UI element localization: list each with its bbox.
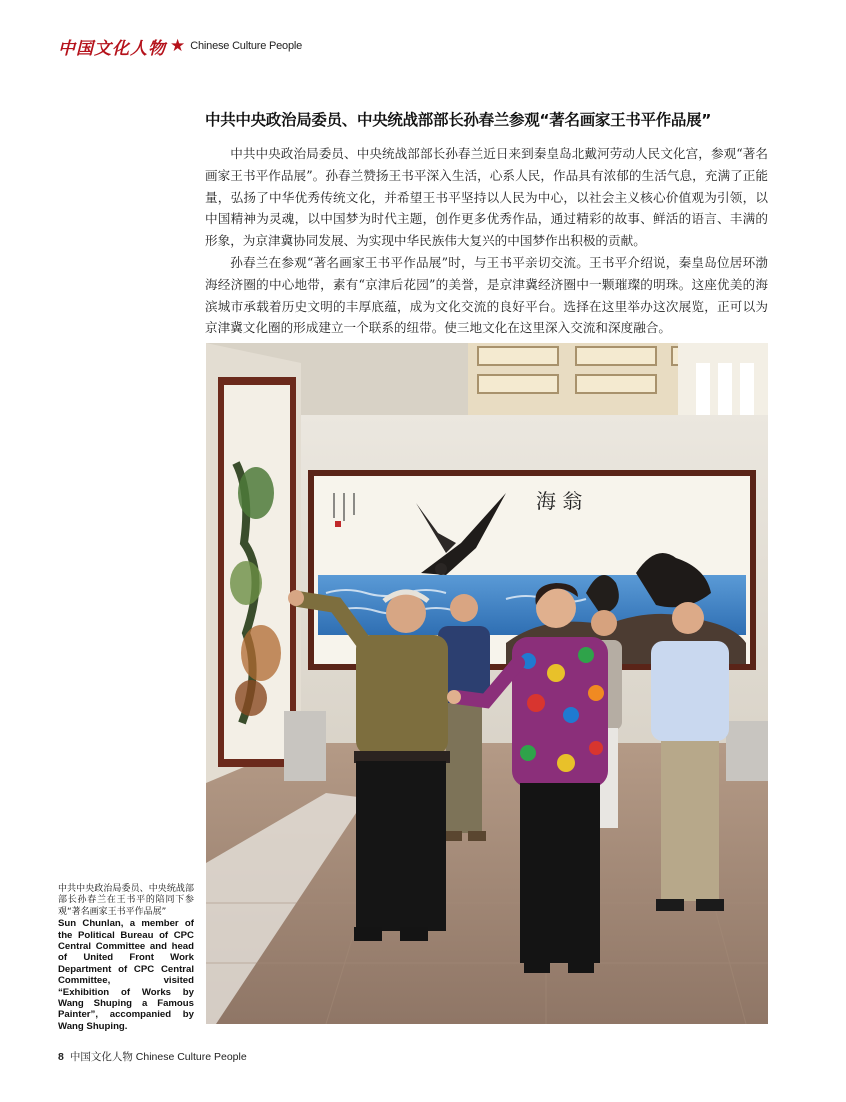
- photo-caption: [58, 884, 194, 1032]
- article-paragraph-2: 孙春兰在参观“著名画家王书平作品展”时，与王书平亲切交流。王书平介绍说，秦皇岛位居环渤海经济圈的中心地带，素有“京津后花园”的美誉，是京津冀经济圈中一颗璀璨的明珠。这座优美的海滨城市承载着历史文明的丰厚底蕴，成为文化交流的良好平台。选择在这里举办这次展览，正可以为京津冀文化圈的形成建立一个联系的纽带。使三地文化在这里深入交流和深度融合。: [205, 254, 768, 336]
- brand-logo-en: Chinese Culture People: [190, 40, 303, 52]
- photo-caption-en: Sun Chunlan, a member of the Political Bureau of CPC Central Committee and head of United Front Work Department of CPC Central Committee, visited “Exhibition of Works by Wang Shuping a Famous Painter”, accompanied by Wang Shuping.: [58, 918, 194, 1032]
- footer-publication-cn: 中国文化人物: [69, 1051, 133, 1063]
- photo-caption-cn: 中共中央政治局委员、中央统战部部长孙春兰在王书平的陪同下参观“著名画家王书平作品展”: [58, 884, 194, 917]
- painting-inscription: 海 翁: [536, 489, 583, 513]
- page-number: 8: [58, 1051, 64, 1063]
- magazine-header: [58, 34, 302, 58]
- exhibition-photo: [206, 343, 768, 1024]
- star-icon: ★: [170, 36, 186, 56]
- page-footer: [58, 1049, 247, 1064]
- brand-logo-cn: 中国文化人物: [58, 38, 166, 59]
- exhibition-photo-illustration: [206, 343, 768, 1024]
- footer-publication-en: Chinese Culture People: [135, 1051, 247, 1063]
- article-body: [205, 143, 768, 339]
- article-paragraph-1: 中共中央政治局委员、中央统战部部长孙春兰近日来到秦皇岛北戴河劳动人民文化宫，参观“著名画家王书平作品展”。孙春兰赞扬王书平深入生活，心系人民，作品具有浓郁的生活气息，充满了正能量，弘扬了中华优秀传统文化，并希望王书平坚持以人民为中心，以社会主义核心价值观为引领，以中国精神为灵魂，以中国梦为时代主题，创作更多优秀作品，通过精彩的故事、鲜活的语言、丰满的形象，为京津冀协同发展、为实现中华民族伟大复兴的中国梦作出积极的贡献。: [205, 146, 768, 249]
- article-title: 中共中央政治局委员、中央统战部部长孙春兰参观“著名画家王书平作品展”: [205, 111, 712, 129]
